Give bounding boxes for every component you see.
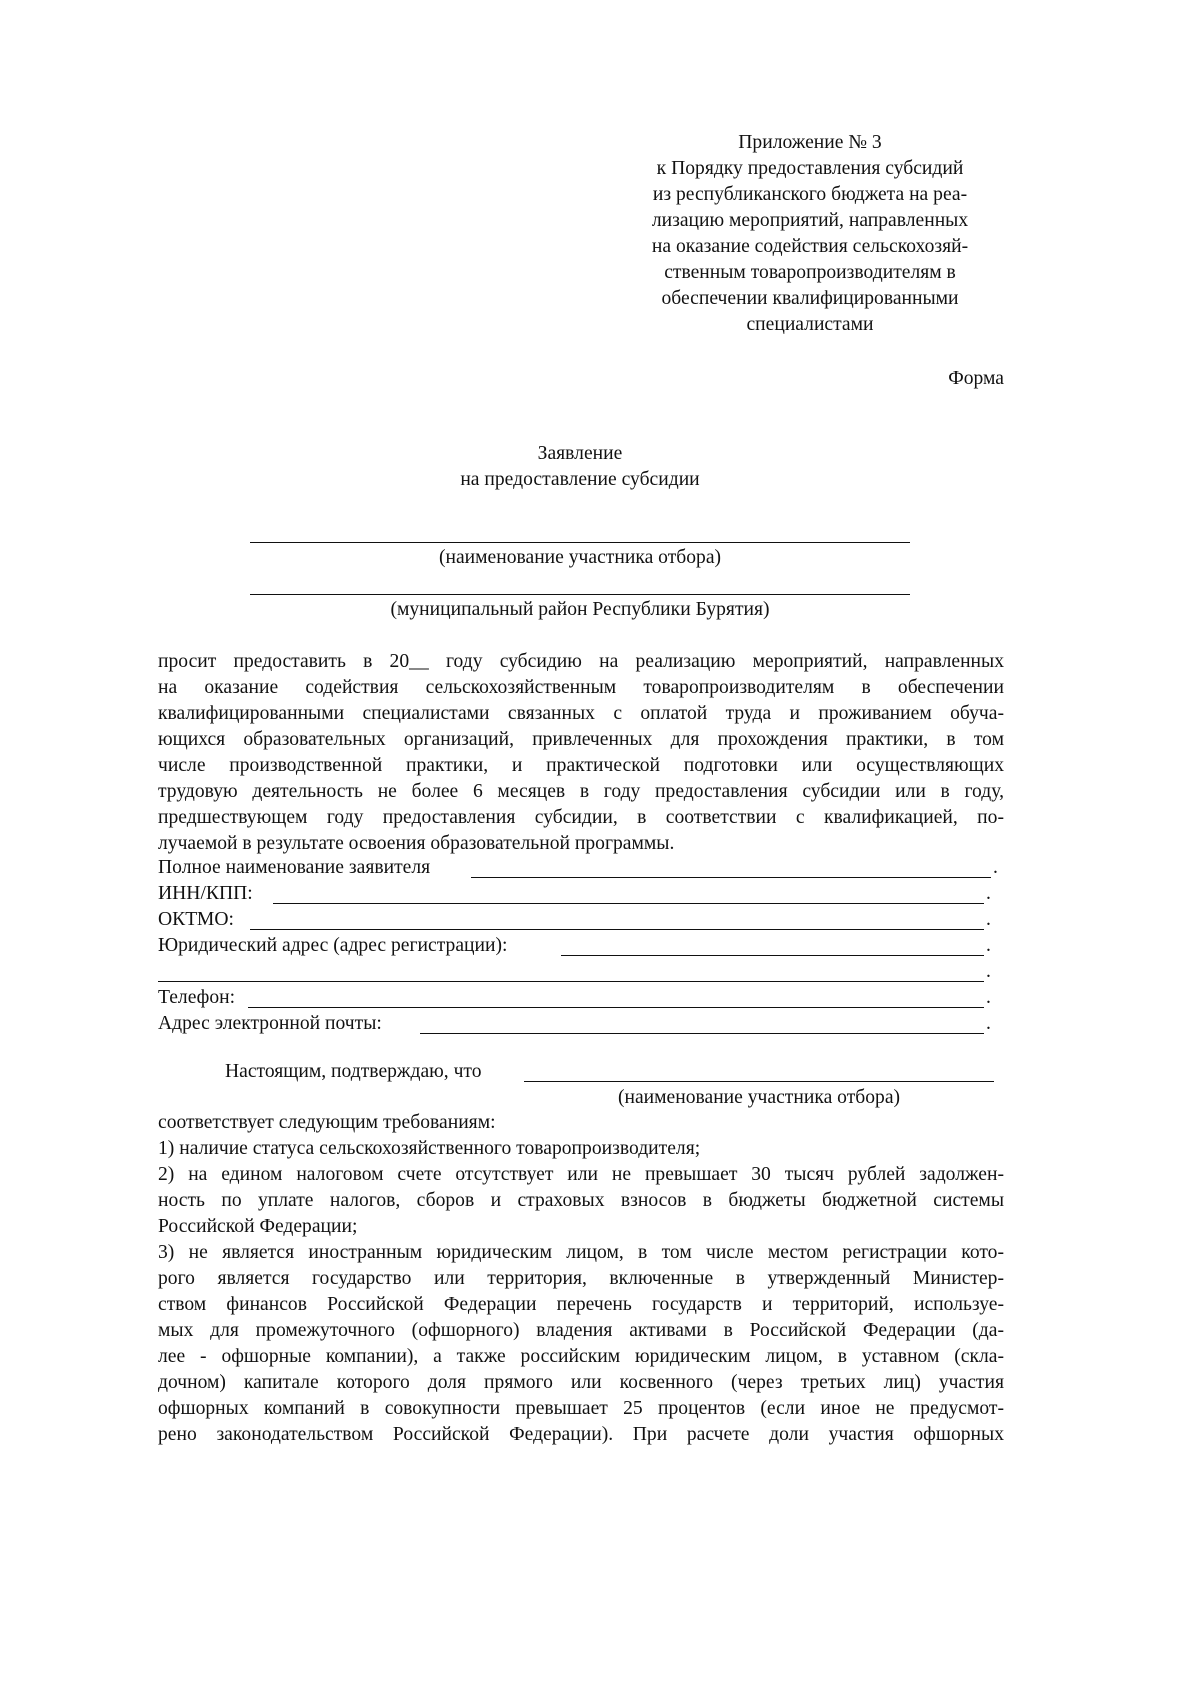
appendix-line: на оказание содействия сельскохозяй-	[651, 236, 969, 257]
legal-address-input-line[interactable]	[561, 955, 984, 956]
confirm-caption: (наименование участника отбора)	[617, 1087, 901, 1108]
requirement-3-line: дочном) капитале которого доля прямого или косвенного (через третьих лиц) участия	[158, 1372, 1004, 1393]
field-end-mark: .	[986, 909, 991, 930]
oktmo-label: ОКТМО:	[158, 909, 234, 930]
email-label: Адрес электронной почты:	[158, 1013, 382, 1034]
field-end-mark: .	[986, 1013, 991, 1034]
appendix-line: специалистами	[746, 314, 874, 335]
email-field[interactable]	[158, 1011, 1004, 1037]
participant-name-blank[interactable]	[250, 542, 910, 543]
requirement-3-line: рого является государство или территория, включенные в утвержденный Министер-	[158, 1268, 1004, 1289]
field-end-mark: .	[986, 987, 991, 1008]
request-line: на оказание содействия сельскохозяйственным товаропроизводителям в обеспечении	[158, 677, 1004, 698]
document-subtitle: на предоставление субсидии	[460, 469, 700, 490]
full-name-field[interactable]	[158, 855, 1004, 881]
inn-kpp-field[interactable]	[158, 881, 1004, 907]
confirm-text: Настоящим, подтверждаю, что	[225, 1061, 482, 1082]
requirement-1: 1) наличие статуса сельскохозяйственного товаропроизводителя;	[158, 1138, 701, 1159]
legal-address-label: Юридический адрес (адрес регистрации):	[158, 935, 508, 956]
request-line: предшествующем году предоставления субсидии, в соответствии с квалификацией, по-	[158, 807, 1004, 828]
full-name-input-line[interactable]	[471, 877, 991, 878]
document-title: Заявление	[537, 443, 623, 464]
requirement-3-line: мых для промежуточного (офшорного) владения активами в Российской Федерации (да-	[158, 1320, 1004, 1341]
requirement-3-line: ством финансов Российской Федерации перечень государств и территорий, используе-	[158, 1294, 1004, 1315]
appendix-line: ственным товаропроизводителям в	[664, 262, 956, 283]
requirement-3-line: лее - офшорные компании), а также российским юридическим лицом, в уставном (скла-	[158, 1346, 1004, 1367]
request-line: квалифицированными специалистами связанных с оплатой труда и проживанием обуча-	[158, 703, 1004, 724]
requirement-3-line: 3) не является иностранным юридическим лицом, в том числе местом регистрации кото-	[158, 1242, 1004, 1263]
phone-field[interactable]	[158, 985, 1004, 1011]
appendix-line: лизацию мероприятий, направленных	[651, 210, 969, 231]
requirement-3-line: офшорных компаний в совокупности превышает 25 процентов (если иное не предусмот-	[158, 1398, 1004, 1419]
request-line: ющихся образовательных организаций, привлеченных для прохождения практики, в том	[158, 729, 1004, 750]
appendix-line: Приложение № 3	[738, 132, 882, 153]
district-blank[interactable]	[250, 594, 910, 595]
email-input-line[interactable]	[420, 1033, 984, 1034]
field-end-mark: .	[986, 961, 991, 982]
request-line: просит предоставить в 20__ году субсидию на реализацию мероприятий, направленных	[158, 651, 1004, 672]
field-end-mark: .	[986, 935, 991, 956]
appendix-line: обеспечении квалифицированными	[661, 288, 959, 309]
legal-address-field[interactable]	[158, 933, 1004, 959]
field-end-mark: .	[986, 883, 991, 904]
phone-input-line[interactable]	[248, 1007, 984, 1008]
form-label: Форма	[948, 368, 1004, 389]
inn-kpp-input-line[interactable]	[273, 903, 984, 904]
request-line-last: лучаемой в результате освоения образовательной программы.	[158, 833, 675, 854]
district-caption: (муниципальный район Республики Бурятия)	[390, 599, 770, 620]
requirement-2-last: Российской Федерации;	[158, 1216, 358, 1237]
requirement-2-line: 2) на едином налоговом счете отсутствует или не превышает 30 тысяч рублей задолжен-	[158, 1164, 1004, 1185]
appendix-line: из республиканского бюджета на реа-	[652, 184, 968, 205]
appendix-line: к Порядку предоставления субсидий	[656, 158, 964, 179]
legal-address-input-line-2[interactable]	[158, 981, 984, 982]
request-line: трудовую деятельность не более 6 месяцев в году предоставления субсидии или в году,	[158, 781, 1004, 802]
confirm-participant-blank[interactable]	[524, 1081, 994, 1082]
requirement-2-line: ность по уплате налогов, сборов и страховых взносов в бюджеты бюджетной системы	[158, 1190, 1004, 1211]
full-name-label: Полное наименование заявителя	[158, 857, 431, 878]
requirements-intro: соответствует следующим требованиям:	[158, 1112, 496, 1133]
inn-kpp-label: ИНН/КПП:	[158, 883, 253, 904]
phone-label: Телефон:	[158, 987, 236, 1008]
request-line: числе производственной практики, и практической подготовки или осуществляющих	[158, 755, 1004, 776]
oktmo-field[interactable]	[158, 907, 1004, 933]
participant-caption: (наименование участника отбора)	[438, 547, 722, 568]
field-end-mark: .	[993, 857, 998, 878]
legal-address-continuation[interactable]	[158, 959, 1004, 985]
appendix-header	[615, 130, 1005, 338]
oktmo-input-line[interactable]	[250, 929, 984, 930]
requirement-3-line: рено законодательством Российской Федерации). При расчете доли участия офшорных	[158, 1424, 1004, 1445]
